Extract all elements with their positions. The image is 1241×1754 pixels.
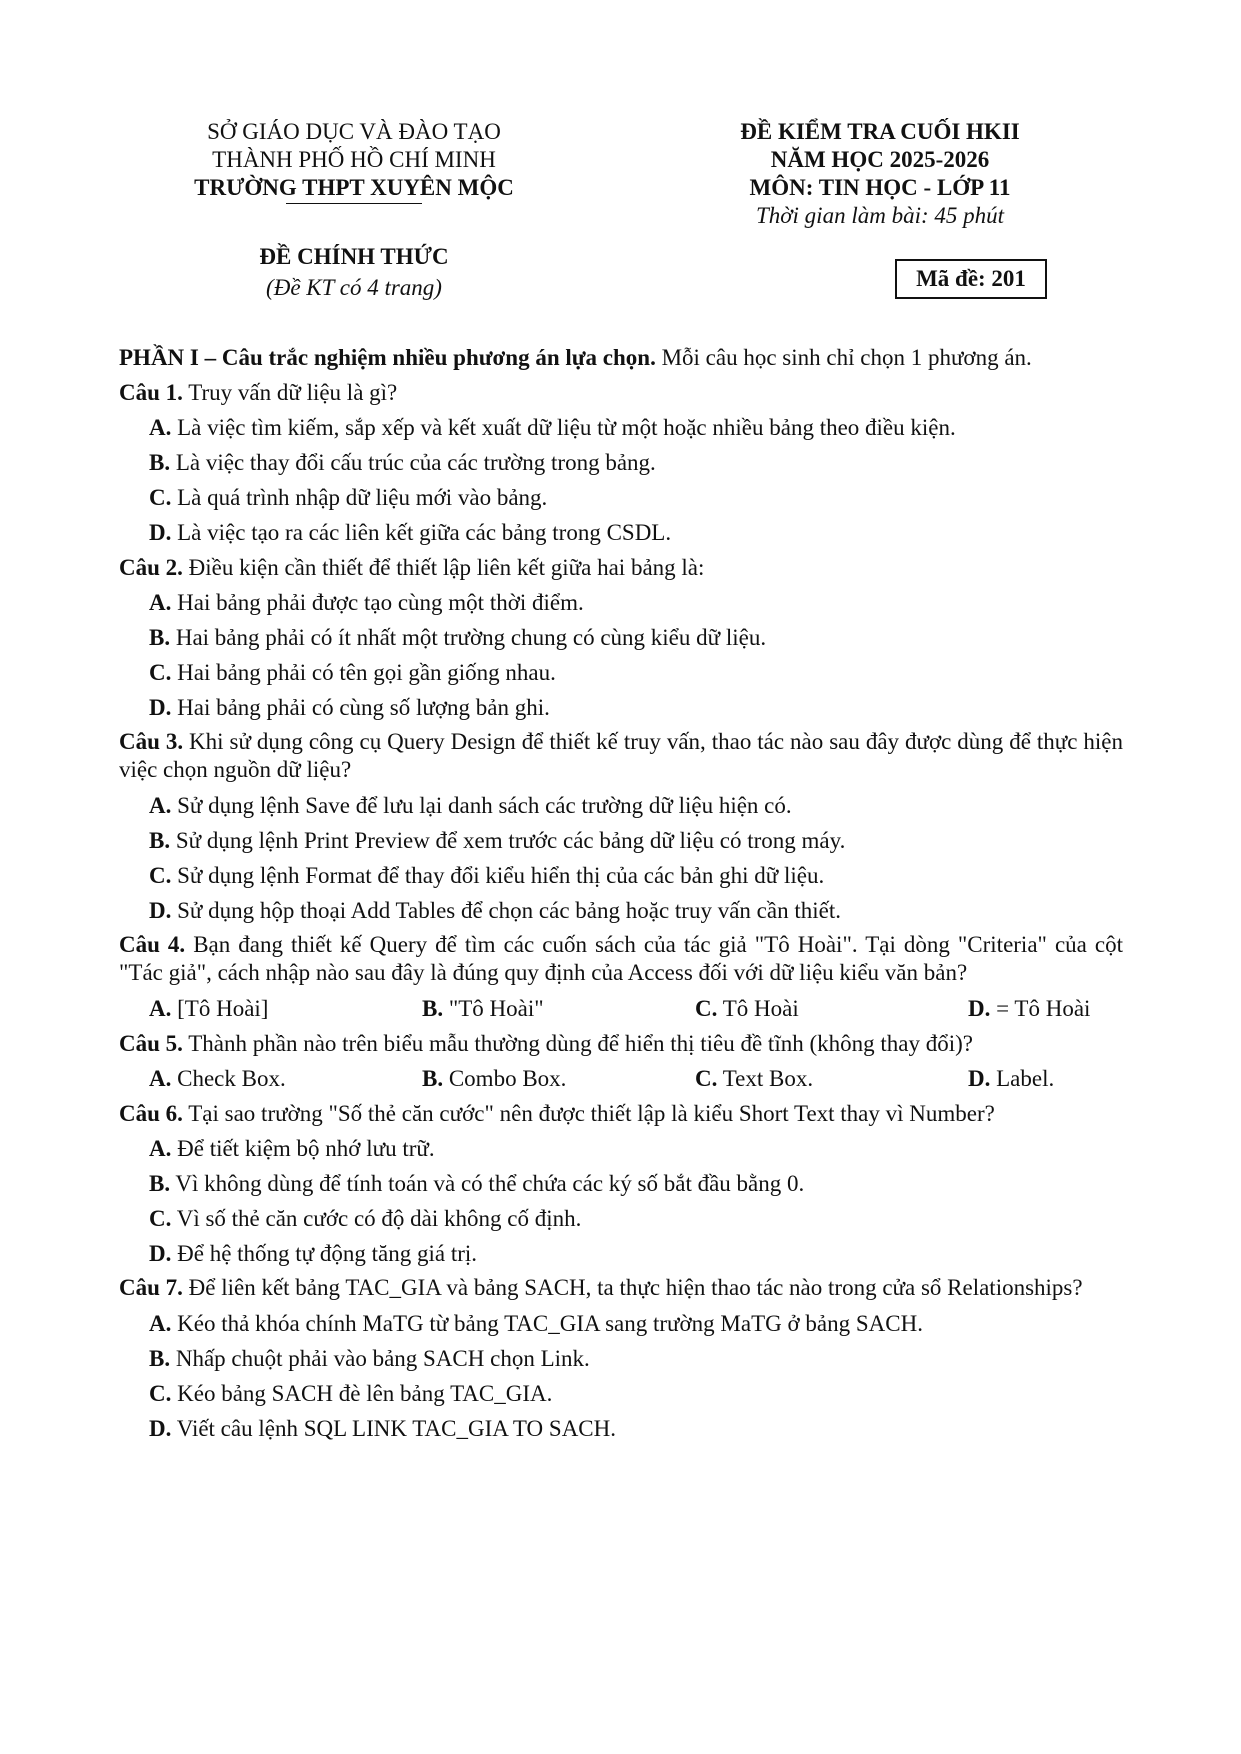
option-a [149,991,422,1026]
option-d [149,893,1123,928]
department-name: SỞ GIÁO DỤC VÀ ĐÀO TẠO [207,119,501,144]
question-number: Câu 5. [119,1031,183,1056]
option-label: C. [149,1206,172,1231]
section-heading [119,340,1123,375]
time-limit: Thời gian làm bài: 45 phút [755,203,1005,228]
option-label: B. [149,828,171,853]
exam-title: ĐỀ KIỂM TRA CUỐI HKII [740,119,1020,144]
question-text: Khi sử dụng công cụ Query Design để thiết kế truy vấn, thao tác nào sau đây được dùng để thực hiện việc chọn nguồn dữ liệu? [119,729,1123,782]
option-a [149,1061,422,1096]
option-d [149,690,1123,725]
option-text: "Tô Hoài" [443,996,544,1021]
question-text: Thành phần nào trên biểu mẫu thường dùng để hiển thị tiêu đề tĩnh (không thay đổi)? [182,1031,973,1056]
options-row [149,991,1123,1026]
exam-content [119,340,1123,1446]
section-instruction: Mỗi câu học sinh chỉ chọn 1 phương án. [655,345,1032,370]
option-text: Hai bảng phải được tạo cùng một thời điểm. [171,590,584,615]
question-2 [119,550,1123,585]
option-text: Là việc thay đổi cấu trúc của các trường trong bảng. [170,450,656,475]
option-c [149,1376,1123,1411]
city-name: THÀNH PHỐ HỒ CHÍ MINH [212,147,496,172]
question-number: Câu 3. [119,729,184,754]
option-text: Kéo bảng SACH đè lên bảng TAC_GIA. [171,1381,553,1406]
option-a [149,1306,1123,1341]
option-text: Hai bảng phải có tên gọi gần giống nhau. [171,660,556,685]
option-b [422,991,695,1026]
option-text: Để hệ thống tự động tăng giá trị. [171,1241,478,1266]
option-c [149,858,1123,893]
option-label: A. [149,590,172,615]
question-number: Câu 4. [119,932,186,957]
question-6 [119,1096,1123,1131]
option-label: B. [149,450,171,475]
option-label: B. [422,1066,444,1091]
option-label: C. [149,863,172,888]
option-c [695,1061,968,1096]
question-number: Câu 1. [119,380,183,405]
option-text: Label. [990,1066,1055,1091]
option-d [149,515,1123,550]
option-text: Là việc tìm kiếm, sắp xếp và kết xuất dữ liệu từ một hoặc nhiều bảng theo điều kiện. [171,415,956,440]
option-label: C. [149,1381,172,1406]
option-text: Sử dụng lệnh Print Preview để xem trước các bảng dữ liệu có trong máy. [170,828,846,853]
official-label: ĐỀ CHÍNH THỨC [259,244,449,269]
option-d [968,1061,1054,1096]
school-year: NĂM HỌC 2025-2026 [770,147,990,172]
question-number: Câu 6. [119,1101,183,1126]
option-label: A. [149,415,172,440]
option-text: Tô Hoài [717,996,799,1021]
option-a [149,1131,1123,1166]
question-4 [119,928,1123,991]
option-a [149,788,1123,823]
question-text: Điều kiện cần thiết để thiết lập liên kết giữa hai bảng là: [182,555,705,580]
question-text: Để liên kết bảng TAC_GIA và bảng SACH, ta thực hiện thao tác nào trong cửa sổ Relationships? [182,1275,1083,1300]
option-text: Sử dụng lệnh Save để lưu lại danh sách các trường dữ liệu hiện có. [171,793,792,818]
question-text: Truy vấn dữ liệu là gì? [182,380,398,405]
option-b [149,445,1123,480]
option-text: [Tô Hoài] [171,996,269,1021]
option-text: Vì số thẻ căn cước có độ dài không cố định. [171,1206,582,1231]
option-b [149,620,1123,655]
option-c [149,480,1123,515]
option-b [149,1166,1123,1201]
option-label: D. [149,695,172,720]
option-text: Kéo thả khóa chính MaTG từ bảng TAC_GIA sang trường MaTG ở bảng SACH. [171,1311,923,1336]
option-label: C. [149,660,172,685]
question-5 [119,1026,1123,1061]
option-text: Hai bảng phải có ít nhất một trường chung có cùng kiểu dữ liệu. [170,625,767,650]
option-label: A. [149,1311,172,1336]
question-1 [119,375,1123,410]
question-3 [119,725,1123,788]
exam-header [680,118,1080,230]
option-d [149,1236,1123,1271]
option-a [149,410,1123,445]
question-text: Tại sao trường "Số thẻ căn cước" nên được thiết lập là kiểu Short Text thay vì Number? [182,1101,995,1126]
option-d [968,991,1090,1026]
option-text: = Tô Hoài [990,996,1091,1021]
school-name: TRƯỜNG THPT XUYÊN MỘC [194,175,514,200]
option-c [695,991,968,1026]
option-text: Sử dụng lệnh Format để thay đổi kiểu hiển thị của các bản ghi dữ liệu. [171,863,825,888]
option-b [149,1341,1123,1376]
official-block [150,241,558,303]
pages-note: (Đề KT có 4 trang) [266,275,442,300]
section-title: PHẦN I – Câu trắc nghiệm nhiều phương án lựa chọn. [119,345,656,370]
option-label: B. [149,625,171,650]
question-number: Câu 2. [119,555,183,580]
question-text: Bạn đang thiết kế Query để tìm các cuốn sách của tác giả "Tô Hoài". Tại dòng "Criteria" của cột "Tác giả", cách nhập nào sau đây là đúng quy định của Access đối với dữ liệu kiểu văn bản? [119,932,1123,985]
option-text: Để tiết kiệm bộ nhớ lưu trữ. [171,1136,435,1161]
option-c [149,655,1123,690]
options-row [149,1061,1123,1096]
option-text: Nhấp chuột phải vào bảng SACH chọn Link. [170,1346,590,1371]
option-b [149,823,1123,858]
option-label: C. [695,996,718,1021]
option-label: D. [968,1066,991,1091]
option-label: C. [149,485,172,510]
option-b [422,1061,695,1096]
school-underline [286,203,422,204]
option-label: B. [149,1346,171,1371]
question-number: Câu 7. [119,1275,183,1300]
option-text: Vì không dùng để tính toán và có thể chứa các ký số bắt đầu bằng 0. [170,1171,805,1196]
subject: MÔN: TIN HỌC - LỚP 11 [749,175,1011,200]
option-text: Sử dụng hộp thoại Add Tables để chọn các bảng hoặc truy vấn cần thiết. [171,898,841,923]
option-label: A. [149,1136,172,1161]
option-text: Combo Box. [443,1066,567,1091]
option-label: A. [149,996,172,1021]
option-label: B. [149,1171,171,1196]
school-header [150,118,558,204]
option-label: A. [149,1066,172,1091]
option-text: Là quá trình nhập dữ liệu mới vào bảng. [171,485,548,510]
option-text: Text Box. [717,1066,814,1091]
option-c [149,1201,1123,1236]
option-label: A. [149,793,172,818]
question-7 [119,1271,1123,1306]
exam-code-box: Mã đề: 201 [895,259,1047,299]
option-label: C. [695,1066,718,1091]
option-label: B. [422,996,444,1021]
option-label: D. [149,1416,172,1441]
option-text: Viết câu lệnh SQL LINK TAC_GIA TO SACH. [171,1416,617,1441]
option-text: Là việc tạo ra các liên kết giữa các bảng trong CSDL. [171,520,672,545]
option-label: D. [149,898,172,923]
option-a [149,585,1123,620]
option-label: D. [968,996,991,1021]
option-text: Hai bảng phải có cùng số lượng bản ghi. [171,695,550,720]
option-label: D. [149,520,172,545]
option-d [149,1411,1123,1446]
option-label: D. [149,1241,172,1266]
option-text: Check Box. [171,1066,286,1091]
